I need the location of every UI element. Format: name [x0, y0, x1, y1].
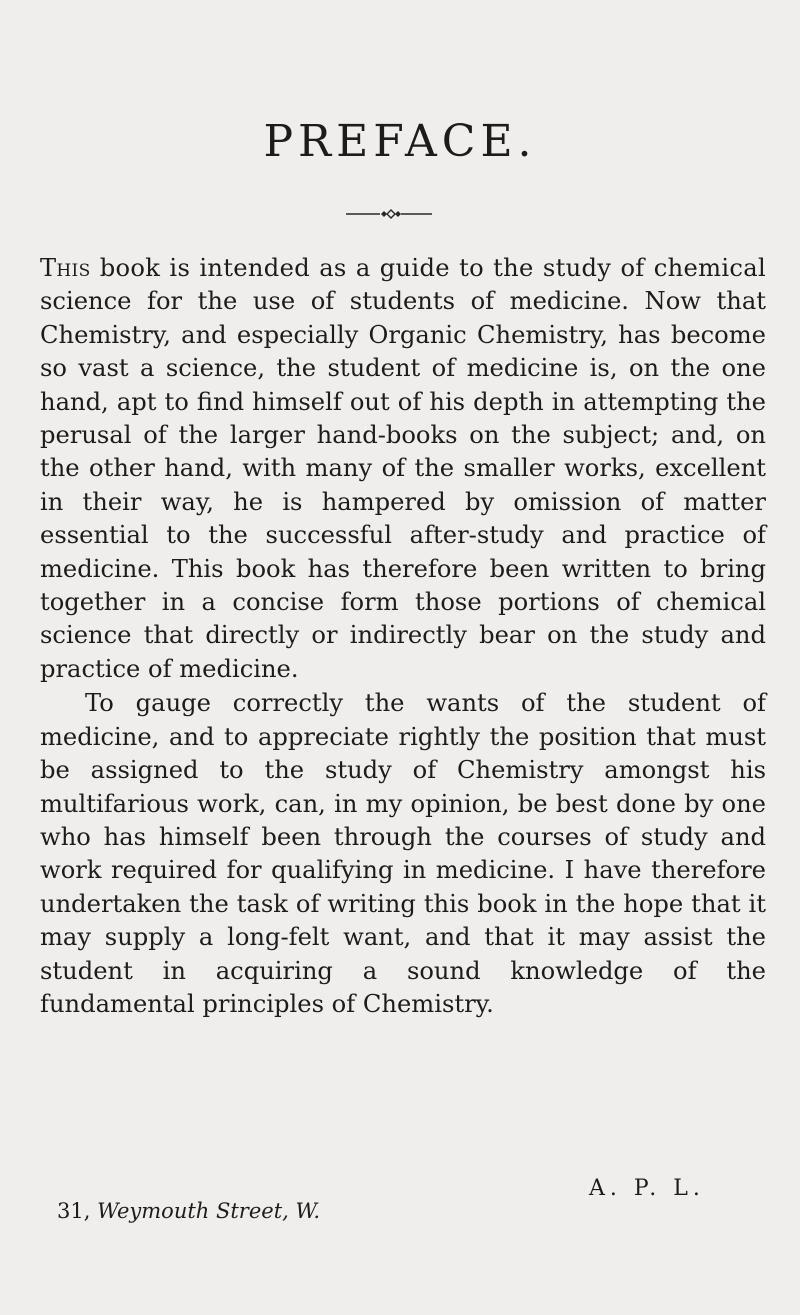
diamond-rule-ornament	[346, 209, 432, 219]
preface-paragraph-2	[40, 687, 766, 1021]
page-title: PREFACE.	[263, 116, 537, 167]
preface-body	[40, 252, 766, 1021]
address-number: 31,	[57, 1199, 91, 1223]
author-address	[57, 1201, 320, 1222]
author-initials: A. P. L.	[589, 1176, 705, 1201]
preface-paragraph-1	[40, 252, 766, 686]
paragraph-1-text: book is intended as a guide to the study of chemical science for the use of students of medicine. Now that Chemistry, and especially Organic Chemistry, has become so vast a science, the student of medicine is, on the one hand, apt to find himself out of his depth in attempting the perusal of the larger hand-books on the subject; and, on the other hand, with many of the smaller works, excellent in their way, he is hampered by omission of matter essential to the successful after-study and practice of medicine. This book has therefore been written to bring together in a concise form those portions of chemical science that directly or indirectly bear on the study and practice of medicine.	[40, 254, 766, 683]
address-street: Weymouth Street, W.	[97, 1199, 321, 1223]
paragraph-2-text: To gauge correctly the wants of the student of medicine, and to appreciate rightly the position that must be assigned to the study of Chemistry amongst his multifarious work, can, in my opinion, be best done by one who has himself been through the courses of study and work required for qualifying in medicine. I have therefore undertaken the task of writing this book in the hope that it may supply a long-felt want, and that it may assist the student in acquiring a sound knowledge of the fundamental principles of Chemistry.	[40, 689, 766, 1018]
opening-word: This	[40, 254, 91, 282]
